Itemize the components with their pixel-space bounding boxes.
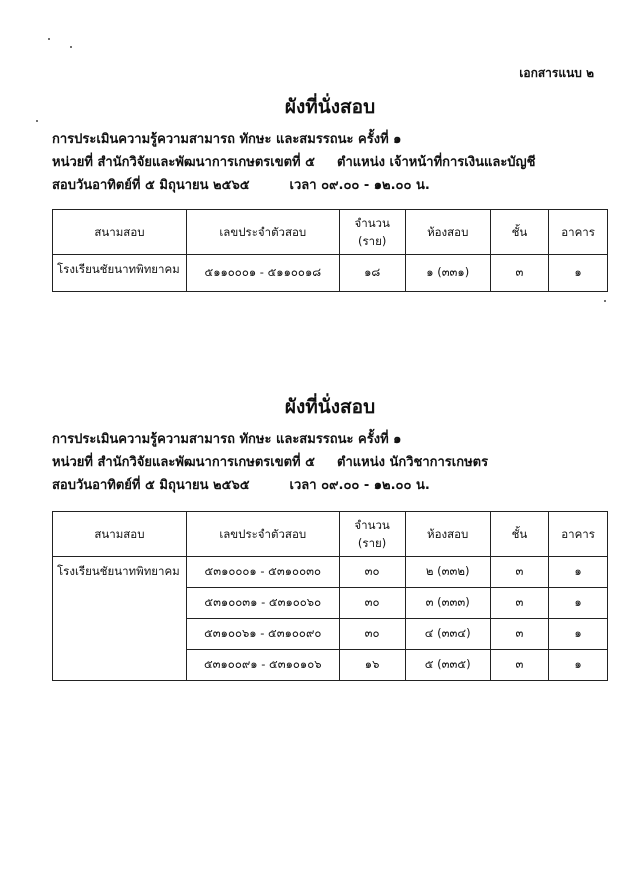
scan-speck bbox=[70, 46, 72, 48]
date-text: สอบวันอาทิตย์ที่ ๕ มิถุนายน ๒๕๖๕ bbox=[52, 478, 250, 493]
seating-table bbox=[52, 209, 608, 292]
building-cell: ๑ bbox=[549, 557, 608, 588]
building-header: อาคาร bbox=[549, 210, 608, 255]
room-header: ห้องสอบ bbox=[405, 512, 490, 557]
count-header-line1: จำนวน bbox=[354, 518, 390, 532]
count-header-line1: จำนวน bbox=[354, 216, 390, 230]
venue-cell: โรงเรียนชัยนาทพิทยาคม bbox=[53, 557, 187, 681]
count-cell: ๓๐ bbox=[339, 557, 405, 588]
scan-speck bbox=[48, 38, 50, 40]
date-time-line bbox=[52, 474, 608, 497]
floor-cell: ๓ bbox=[490, 588, 548, 619]
count-cell: ๓๐ bbox=[339, 619, 405, 650]
id-range-header: เลขประจำตัวสอบ bbox=[186, 512, 339, 557]
unit-position-line bbox=[52, 451, 608, 474]
count-header bbox=[339, 210, 405, 255]
building-cell: ๑ bbox=[549, 619, 608, 650]
floor-header: ชั้น bbox=[490, 210, 548, 255]
unit-text: หน่วยที่ สำนักวิจัยและพัฒนาการเกษตรเขตที่ ๕ bbox=[52, 455, 315, 470]
room-cell: ๓ (๓๓๓) bbox=[405, 588, 490, 619]
floor-cell: ๓ bbox=[490, 557, 548, 588]
building-cell: ๑ bbox=[549, 255, 608, 292]
position-text: ตำแหน่ง เจ้าหน้าที่การเงินและบัญชี bbox=[337, 155, 536, 170]
scan-speck bbox=[604, 300, 606, 302]
date-time-line bbox=[52, 174, 608, 197]
seating-table bbox=[52, 511, 608, 681]
seating-section-1 bbox=[52, 92, 608, 292]
id-range-cell: ๕๓๑๐๐๙๑ - ๕๓๑๐๑๐๖ bbox=[186, 650, 339, 681]
count-header-line2: (ราย) bbox=[357, 536, 387, 550]
building-cell: ๑ bbox=[549, 650, 608, 681]
document-reference: เอกสารแนบ ๒ bbox=[519, 66, 594, 80]
building-header: อาคาร bbox=[549, 512, 608, 557]
count-cell: ๓๐ bbox=[339, 588, 405, 619]
count-header-line2: (ราย) bbox=[358, 234, 387, 248]
section-title: ผังที่นั่งสอบ bbox=[284, 96, 376, 118]
scan-speck bbox=[36, 120, 38, 122]
table-row bbox=[53, 255, 608, 292]
table-row bbox=[53, 557, 608, 588]
time-text: เวลา ๐๙.๐๐ - ๑๒.๐๐ น. bbox=[289, 478, 430, 493]
id-range-header: เลขประจำตัวสอบ bbox=[186, 210, 339, 255]
id-range-cell: ๕๓๑๐๐๐๑ - ๕๓๑๐๐๓๐ bbox=[186, 557, 339, 588]
room-header: ห้องสอบ bbox=[405, 210, 490, 255]
venue-header: สนามสอบ bbox=[53, 512, 187, 557]
date-text: สอบวันอาทิตย์ที่ ๕ มิถุนายน ๒๕๖๕ bbox=[52, 178, 250, 193]
unit-text: หน่วยที่ สำนักวิจัยและพัฒนาการเกษตรเขตที่ ๕ bbox=[52, 155, 315, 170]
room-cell: ๕ (๓๓๕) bbox=[405, 650, 490, 681]
table-header-row bbox=[53, 512, 608, 557]
count-cell: ๑๘ bbox=[339, 255, 405, 292]
id-range-cell: ๕๑๑๐๐๐๑ - ๕๑๑๐๐๑๘ bbox=[186, 255, 339, 292]
assessment-line: การประเมินความรู้ความสามารถ ทักษะ และสมรรถนะ ครั้งที่ ๑ bbox=[52, 432, 402, 447]
floor-cell: ๓ bbox=[490, 255, 548, 292]
unit-position-line bbox=[52, 151, 608, 174]
table-header-row bbox=[53, 210, 608, 255]
section-title: ผังที่นั่งสอบ bbox=[284, 396, 376, 418]
room-cell: ๑ (๓๓๑) bbox=[405, 255, 490, 292]
venue-header: สนามสอบ bbox=[53, 210, 187, 255]
position-text: ตำแหน่ง นักวิชาการเกษตร bbox=[337, 455, 489, 470]
room-cell: ๔ (๓๓๔) bbox=[405, 619, 490, 650]
count-cell: ๑๖ bbox=[339, 650, 405, 681]
room-cell: ๒ (๓๓๒) bbox=[405, 557, 490, 588]
floor-cell: ๓ bbox=[490, 650, 548, 681]
time-text: เวลา ๐๙.๐๐ - ๑๒.๐๐ น. bbox=[289, 178, 430, 193]
building-cell: ๑ bbox=[549, 588, 608, 619]
seating-section-2 bbox=[52, 392, 608, 681]
floor-cell: ๓ bbox=[490, 619, 548, 650]
id-range-cell: ๕๓๑๐๐๖๑ - ๕๓๑๐๐๙๐ bbox=[186, 619, 339, 650]
id-range-cell: ๕๓๑๐๐๓๑ - ๕๓๑๐๐๖๐ bbox=[186, 588, 339, 619]
assessment-line: การประเมินความรู้ความสามารถ ทักษะ และสมรรถนะ ครั้งที่ ๑ bbox=[52, 132, 402, 147]
floor-header: ชั้น bbox=[490, 512, 548, 557]
venue-cell: โรงเรียนชัยนาทพิทยาคม bbox=[53, 255, 187, 292]
count-header bbox=[339, 512, 405, 557]
